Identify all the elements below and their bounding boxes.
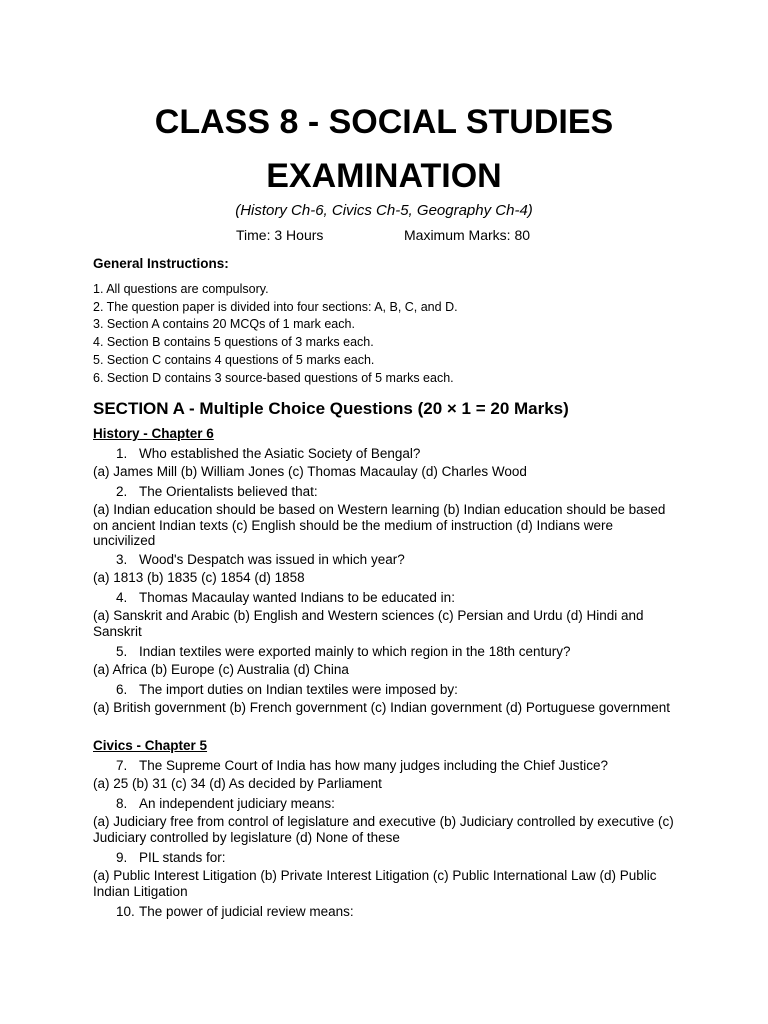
civics-chapter-heading: Civics - Chapter 5 — [93, 738, 208, 753]
instruction-item: 6. Section D contains 3 source-based questions of 5 marks each. — [93, 370, 454, 385]
instruction-item: 2. The question paper is divided into four sections: A, B, C, and D. — [93, 299, 458, 314]
question-text: Indian textiles were exported mainly to which region in the 18th century? — [139, 644, 571, 659]
question-text: The power of judicial review means: — [139, 904, 354, 919]
exam-subtitle: (History Ch-6, Civics Ch-5, Geography Ch-4) — [235, 202, 533, 219]
question-4 — [116, 589, 455, 606]
question-text: Who established the Asiatic Society of Bengal? — [139, 446, 421, 461]
question-number: 7. — [116, 758, 128, 773]
question-3 — [116, 551, 405, 568]
question-8-options: (a) Judiciary free from control of legislature and executive (b) Judiciary controlled by executive (c) Judiciary controlled by legislature (d) None of these — [93, 814, 674, 845]
question-6-options: (a) British government (b) French government (c) Indian government (d) Portuguese government — [93, 700, 671, 715]
question-text: The Orientalists believed that: — [139, 484, 318, 499]
question-2-options: (a) Indian education should be based on Western learning (b) Indian education should be based on ancient Indian texts (c) English should be the medium of instruction (d) Indians were uncivilized — [93, 502, 666, 548]
section-a-heading: SECTION A - Multiple Choice Questions (20 × 1 = 20 Marks) — [93, 399, 569, 418]
question-2 — [116, 483, 318, 500]
question-number: 5. — [116, 644, 128, 659]
exam-title-line1: CLASS 8 - SOCIAL STUDIES — [154, 103, 614, 141]
question-5 — [116, 643, 571, 660]
question-number: 10. — [116, 904, 135, 919]
question-number: 9. — [116, 850, 128, 865]
question-7 — [116, 757, 608, 774]
question-text: The Supreme Court of India has how many judges including the Chief Justice? — [139, 758, 609, 773]
question-number: 3. — [116, 552, 128, 567]
question-text: Wood's Despatch was issued in which year? — [139, 552, 405, 567]
question-1 — [116, 445, 420, 462]
question-number: 4. — [116, 590, 128, 605]
question-text: The import duties on Indian textiles were imposed by: — [139, 682, 458, 697]
question-number: 8. — [116, 796, 128, 811]
question-4-options: (a) Sanskrit and Arabic (b) English and Western sciences (c) Persian and Urdu (d) Hindi and Sanskrit — [93, 608, 644, 639]
exam-title-line2: EXAMINATION — [266, 157, 502, 195]
instruction-item: 1. All questions are compulsory. — [93, 282, 269, 296]
question-6 — [116, 681, 458, 698]
question-9-options: (a) Public Interest Litigation (b) Private Interest Litigation (c) Public International Law (d) Public Indian Litigation — [93, 868, 657, 899]
question-8 — [116, 795, 335, 812]
question-7-options: (a) 25 (b) 31 (c) 34 (d) As decided by Parliament — [93, 776, 382, 791]
question-10 — [116, 903, 354, 920]
question-text: PIL stands for: — [139, 850, 226, 865]
question-3-options: (a) 1813 (b) 1835 (c) 1854 (d) 1858 — [93, 570, 305, 585]
question-number: 2. — [116, 484, 128, 499]
question-5-options: (a) Africa (b) Europe (c) Australia (d) China — [93, 662, 349, 677]
question-number: 1. — [116, 446, 128, 461]
question-text: Thomas Macaulay wanted Indians to be educated in: — [139, 590, 455, 605]
question-number: 6. — [116, 682, 128, 697]
question-9 — [116, 849, 226, 866]
instruction-item: 5. Section C contains 4 questions of 5 marks each. — [93, 352, 375, 367]
question-text: An independent judiciary means: — [139, 796, 335, 811]
maximum-marks: Maximum Marks: 80 — [404, 227, 531, 243]
time-allowed: Time: 3 Hours — [236, 227, 324, 243]
instruction-item: 4. Section B contains 5 questions of 3 marks each. — [93, 335, 374, 350]
question-1-options: (a) James Mill (b) William Jones (c) Thomas Macaulay (d) Charles Wood — [93, 464, 527, 479]
instructions-list — [93, 281, 458, 387]
instruction-item: 3. Section A contains 20 MCQs of 1 mark each. — [93, 317, 355, 332]
history-chapter-heading: History - Chapter 6 — [93, 426, 214, 441]
instructions-heading: General Instructions: — [93, 256, 229, 271]
